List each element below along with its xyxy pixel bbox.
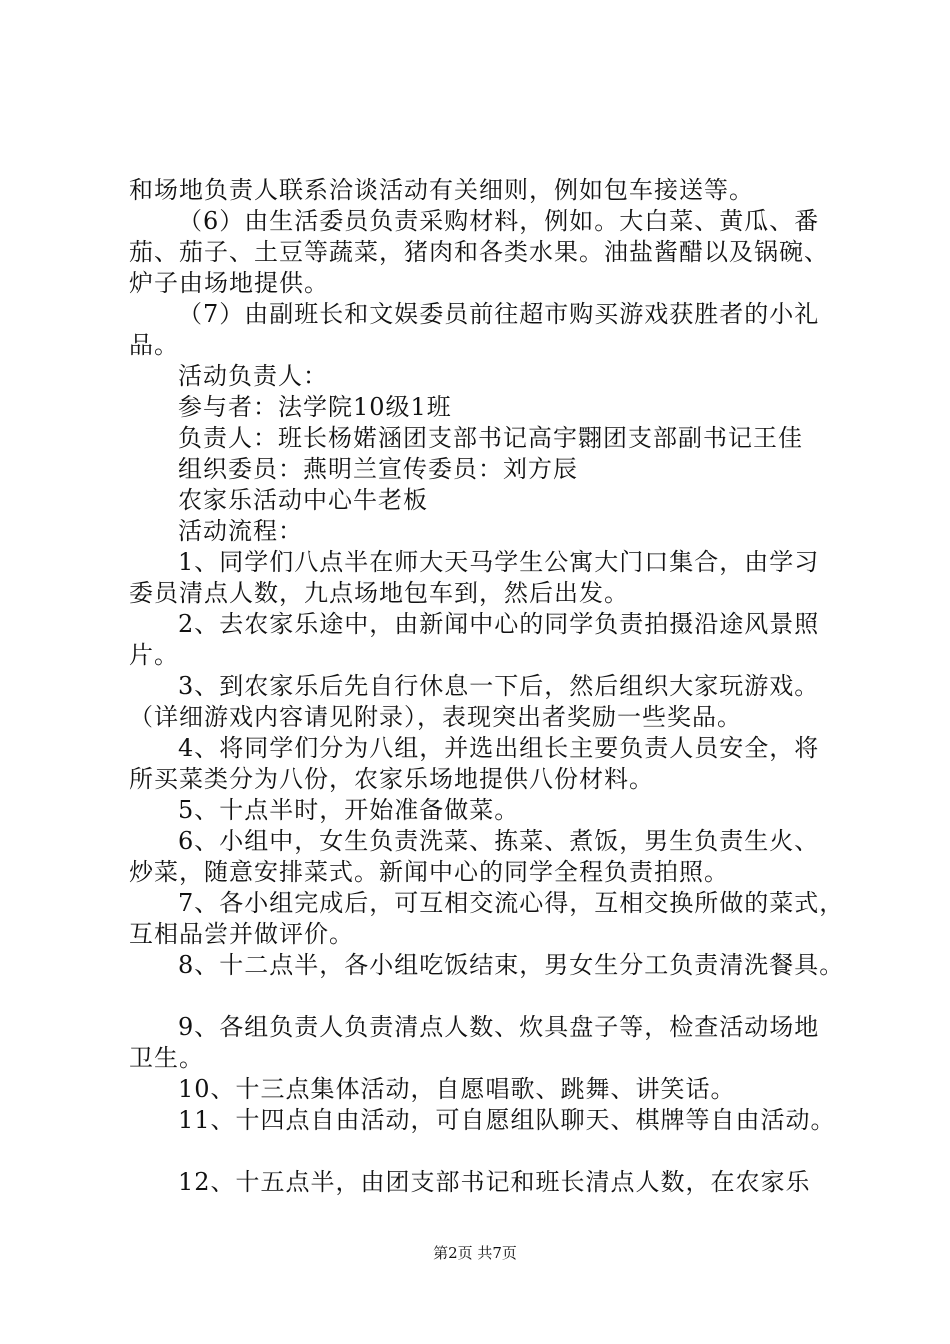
- body-line: （7）由副班长和文娱委员前往超市购买游戏获胜者的小礼: [178, 300, 820, 328]
- body-line: 8、十二点半，各小组吃饭结束，男女生分工负责清洗餐具。: [178, 951, 845, 979]
- body-line: 互相品尝并做评价。: [129, 920, 354, 948]
- body-line: 农家乐活动中心牛老板: [178, 486, 428, 514]
- body-line: 品。: [129, 331, 179, 359]
- page-footer: 第2页 共7页: [433, 1244, 517, 1262]
- body-line: 10、十三点集体活动，自愿唱歌、跳舞、讲笑话。: [178, 1075, 736, 1103]
- body-line: 委员清点人数，九点场地包车到，然后出发。: [129, 579, 629, 607]
- body-line: 组织委员：燕明兰宣传委员：刘方辰: [178, 455, 578, 483]
- body-line: 卫生。: [129, 1044, 204, 1072]
- body-line: 炒菜，随意安排菜式。新闻中心的同学全程负责拍照。: [129, 858, 729, 886]
- body-line: 6、小组中，女生负责洗菜、拣菜、煮饭，男生负责生火、: [178, 827, 820, 855]
- body-line: 活动负责人：: [178, 362, 328, 390]
- body-line: 茄、茄子、土豆等蔬菜，猪肉和各类水果。油盐酱醋以及锅碗、: [129, 238, 829, 266]
- body-line: 片。: [129, 641, 179, 669]
- body-line: 1、同学们八点半在师大天马学生公寓大门口集合，由学习: [178, 548, 820, 576]
- body-line: 12、十五点半，由团支部书记和班长清点人数，在农家乐: [178, 1168, 811, 1196]
- body-line: 9、各组负责人负责清点人数、炊具盘子等，检查活动场地: [178, 1013, 820, 1041]
- body-line: 负责人：班长杨婼涵团支部书记高宇翾团支部副书记王佳: [178, 424, 803, 452]
- body-line: 3、到农家乐后先自行休息一下后，然后组织大家玩游戏。: [178, 672, 820, 700]
- body-line: 参与者：法学院10级1班: [178, 393, 452, 421]
- body-line: 4、将同学们分为八组，并选出组长主要负责人员安全，将: [178, 734, 820, 762]
- body-line: 2、去农家乐途中，由新闻中心的同学负责拍摄沿途风景照: [178, 610, 820, 638]
- body-line: 和场地负责人联系洽谈活动有关细则，例如包车接送等。: [129, 176, 754, 204]
- body-line: 7、各小组完成后，可互相交流心得，互相交换所做的菜式，: [178, 889, 845, 917]
- body-line: 活动流程：: [178, 517, 303, 545]
- body-line: 所买菜类分为八份，农家乐场地提供八份材料。: [129, 765, 654, 793]
- body-line: （详细游戏内容请见附录），表现突出者奖励一些奖品。: [129, 703, 742, 731]
- body-line: 11、十四点自由活动，可自愿组队聊天、棋牌等自由活动。: [178, 1106, 836, 1134]
- body-line: （6）由生活委员负责采购材料，例如。大白菜、黄瓜、番: [178, 207, 820, 235]
- body-line: 5、十点半时，开始准备做菜。: [178, 796, 520, 824]
- body-line: 炉子由场地提供。: [129, 269, 329, 297]
